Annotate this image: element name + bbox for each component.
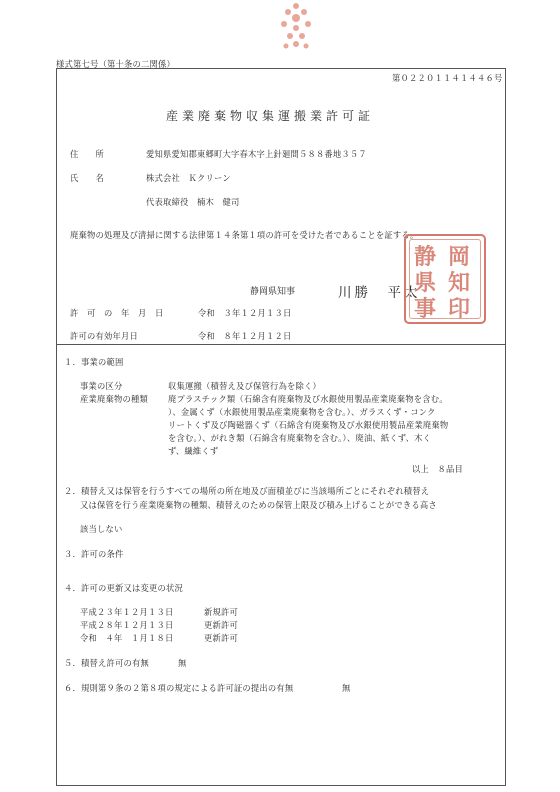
permit-number: 第０２２０１１４１４４６号 bbox=[392, 73, 503, 83]
history-status: 新規許可 bbox=[204, 607, 238, 617]
history-status: 更新許可 bbox=[204, 633, 238, 643]
waste-total: 以上 ８品目 bbox=[412, 464, 463, 474]
history-status: 更新許可 bbox=[204, 620, 238, 630]
name-label: 氏 名 bbox=[70, 173, 104, 183]
company-name: 株式会社 Ｋクリーン bbox=[146, 173, 231, 183]
history-date: 平成２８年１２月１３日 bbox=[80, 620, 174, 630]
address-value: 愛知県愛知郡東郷町大字春木字上針廻間５８８番地３５７ bbox=[146, 149, 367, 159]
section2-value: 該当しない bbox=[80, 524, 123, 534]
business-label: 事業の区分 bbox=[80, 381, 123, 391]
section2-heading: ２．積替え又は保管を行うすべての場所の所在地及び面積並びに当該場所ごとにそれぞれ積替え bbox=[64, 486, 430, 496]
valid-until-value: 令和 ８年１２月１２日 bbox=[198, 331, 292, 341]
divider bbox=[56, 344, 506, 345]
section1-heading: １．事業の範囲 bbox=[64, 357, 124, 367]
section3-heading: ３．許可の条件 bbox=[64, 549, 124, 559]
waste-type-label: 産業廃棄物の種類 bbox=[80, 394, 148, 404]
seal-char: 岡 bbox=[448, 244, 471, 270]
section6-value: 無 bbox=[342, 683, 351, 693]
permit-date-label: 許 可 の 年 月 日 bbox=[70, 308, 164, 318]
seal-char: 知 bbox=[448, 270, 471, 296]
section5-value: 無 bbox=[178, 658, 187, 668]
representative-name: 代表取締役 楠木 健司 bbox=[146, 197, 240, 207]
top-seal-stamp bbox=[266, 0, 326, 56]
issuer-name: 川勝 平太 bbox=[338, 285, 421, 301]
waste-line: ず、繊維くず bbox=[168, 446, 219, 456]
seal-char: 事 bbox=[414, 296, 437, 322]
seal-char: 印 bbox=[448, 296, 471, 322]
history-date: 令和 ４年 １月１８日 bbox=[80, 633, 174, 643]
address-label: 住 所 bbox=[70, 149, 104, 159]
form-label: 様式第七号（第十条の二関係） bbox=[56, 59, 175, 69]
waste-line: 廃プラスチック類（石綿含有廃棄物及び水銀使用製品産業廃棄物を含む。 bbox=[168, 394, 448, 404]
seal-char: 静 bbox=[414, 244, 437, 270]
history-date: 平成２３年１２月１３日 bbox=[80, 607, 174, 617]
official-seal bbox=[404, 234, 486, 324]
certification-statement: 廃棄物の処理及び清掃に関する法律第１４条第１項の許可を受けた者であることを証する。 bbox=[70, 230, 419, 240]
section6-heading: ６．規則第９条の２第８項の規定による許可証の提出の有無 bbox=[64, 683, 294, 693]
waste-line: を含む。）、がれき類（石綿含有廃棄物を含む。）、廃油、紙くず、木く bbox=[168, 433, 432, 443]
seal-char: 県 bbox=[414, 270, 437, 296]
section5-heading: ５．積替え許可の有無 bbox=[64, 658, 149, 668]
waste-line: ）、金属くず（水銀使用製品産業廃棄物を含む。）、ガラスくず・コンク bbox=[168, 407, 436, 417]
business-value: 収集運搬（積替え及び保管行為を除く） bbox=[168, 381, 321, 391]
section2-heading-cont: 又は保管を行う産業廃棄物の種類、積替えのための保管上限及び積み上げることができる高さ bbox=[80, 500, 437, 510]
waste-line: リートくず及び陶磁器くず（石綿含有廃棄物及び水銀使用製品産業廃棄物 bbox=[168, 420, 449, 430]
section4-heading: ４．許可の更新又は変更の状況 bbox=[64, 583, 183, 593]
valid-until-label: 許可の有効年月日 bbox=[70, 331, 138, 341]
issuer-title: 静岡県知事 bbox=[250, 287, 296, 297]
permit-date-value: 令和 ３年１２月１３日 bbox=[198, 308, 292, 318]
certificate-title: 産業廃棄物収集運搬業許可証 bbox=[166, 109, 375, 123]
